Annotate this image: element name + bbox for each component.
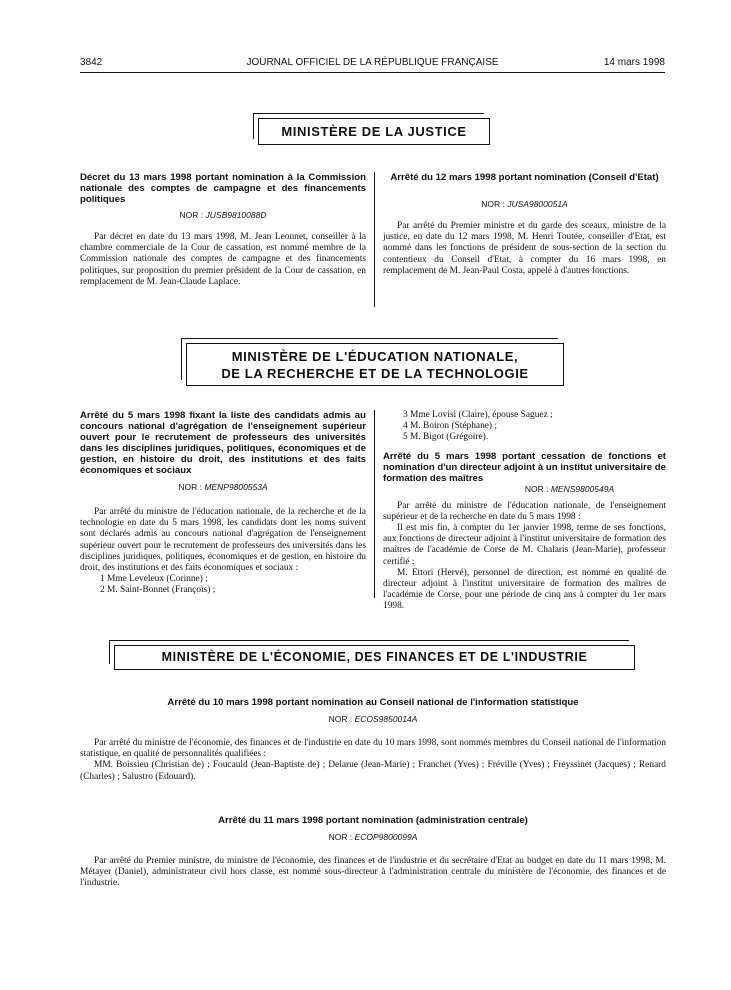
education-right-column (383, 410, 666, 613)
arrete-iufm-text: Par arrêté du ministre de l'éducation nationale, de l'enseignement supérieur et de la recherche en date du 5 mars 1998 : Il est mis fin, à compter du 1er janvier 1998, terme de ses fonctions, aux fonctions de directeur adjoint à l'institut universitaire de formation des maîtres de l'académie de Corse de M. Chalaris (Jean-Marie), professeur certifié ; M. Ettori (Hervé), personnel de direction, est nommé en qualité de directeur adjoint à l'institut universitaire de formation des maîtres de l'académie de Corse, pour une période de cinq ans à compter du 1er mars 1998. (383, 500, 666, 612)
arrete-admin-centrale-title: Arrêté du 11 mars 1998 portant nomination (administration centrale) (218, 815, 528, 826)
arrete-admin-centrale-text: Par arrêté du Premier ministre, du ministre de l'économie, des finances et de l'industrie et du secrétaire d'Etat au budget en date du 11 mars 1998, M. Métayer (Daniel), administrateur civil hors classe, est nommé sous-directeur à l'administration centrale du ministère de l'économie, des finances et de l'industrie. (80, 856, 666, 889)
arrete-conseil-etat-text: Par arrêté du Premier ministre et du garde des sceaux, ministre de la justice, en date du 12 mars 1998, M. Henri Toutée, conseiller d'Etat, est nommé dans les fonctions de président de sous-section de la section du contentieux du Conseil d'Etat, à compter du 16 mars 1998, en remplacement de M. Jean-Paul Costa, appelé à d'autres fonctions. (383, 221, 666, 276)
arrete-iufm-title: Arrêté du 5 mars 1998 portant cessation de fonctions et nomination d'un directeur adjoint à un institut universitaire de formation des maîtres (383, 450, 666, 484)
list-item: 3 Mme Lovisi (Claire), épouse Saguez ; (403, 410, 553, 420)
ministry-education-heading (186, 343, 564, 386)
journal-title: JOURNAL OFFICIEL DE LA RÉPUBLIQUE FRANÇAISE (246, 57, 499, 68)
candidate-list-right (383, 410, 666, 444)
ministry-justice-title: MINISTÈRE DE LA JUSTICE (281, 124, 467, 139)
column-divider (374, 172, 375, 307)
decret-commission-text: Par décret en date du 13 mars 1998, M. Jean Leonnet, conseiller à la chambre commerciale de la Cour de cassation, est nommé membre de la Commission nationale des comptes de campagne et des financements politiques, sur proposition du premier président de la Cour de cassation, en remplacement de M. Jean-Claude Laplace. (80, 232, 366, 287)
ministry-economie-heading (114, 645, 635, 670)
arrete-admin-centrale-nor: NOR : ECOP9800099A (328, 832, 418, 842)
page-number: 3842 (80, 57, 103, 68)
arrete-conseil-etat-nor: NOR : JUSA9800051A (481, 199, 568, 209)
ministry-education-title-line2: DE LA RECHERCHE ET DE LA TECHNOLOGIE (221, 366, 529, 381)
arrete-cnis-nor: NOR : ECOS9850014A (328, 714, 418, 724)
decret-commission-title: Décret du 13 mars 1998 portant nomination à la Commission nationale des comptes de campagne et des financements politiques (80, 172, 366, 205)
arrete-cnis-block (80, 697, 666, 783)
arrete-cnis-text: Par arrêté du ministre de l'économie, des finances et de l'industrie en date du 10 mars 1998, sont nommés membres du Conseil national de l'information statistique, en qualité de personnalités qualifiées : MM. Boissieu (Christian de) ; Foucauld (Jean-Baptiste de) ; Delarue (Jean-Marie) ; Franchet (Yves) ; Fréville (Yves) ; Freyssinet (Jacques) ; Renard (Charles) ; Salustro (Edouard). (80, 738, 666, 782)
ministry-economie-title: MINISTÈRE DE L'ÉCONOMIE, DES FINANCES ET DE L'INDUSTRIE (161, 650, 588, 664)
decret-commission-nor: NOR : JUSB9810088D (179, 210, 267, 220)
column-divider (374, 410, 375, 598)
decret-commission-block (80, 172, 366, 288)
arrete-admin-centrale-block (80, 815, 666, 890)
list-item: 2 M. Saint-Bonnet (François) ; (100, 585, 216, 596)
list-item: 1 Mme Leveleux (Corinne) ; (100, 574, 208, 585)
candidate-list-left (80, 574, 366, 596)
arrete-iufm-nor: NOR : MENS9800549A (524, 483, 615, 494)
arrete-concours-block (80, 410, 366, 597)
list-item: 5 M. Bigot (Grégoire). (403, 432, 489, 443)
issue-date: 14 mars 1998 (603, 57, 665, 68)
arrete-conseil-etat-title: Arrêté du 12 mars 1998 portant nomination (Conseil d'Etat) (390, 172, 659, 183)
ministry-education-title-line1: MINISTÈRE DE L'ÉDUCATION NATIONALE, (231, 349, 519, 364)
list-item: 4 M. Boiron (Stéphane) ; (403, 421, 497, 432)
arrete-concours-text: Par arrêté du ministre de l'éducation nationale, de la recherche et de la technologie en date du 5 mars 1998, les candidats dont les noms suivent sont déclarés admis au concours national d'agrégation de l'enseignement supérieur ouvert pour le recrutement de professeurs des universités dans les disciplines juridiques, politiques, économiques et de gestion, en histoire du droit, des institutions et des faits économiques et sociaux : 1 Mme Leveleux (Corinne) ; 2 M. Saint-Bonnet (François) ; (80, 507, 366, 596)
arrete-concours-nor: NOR : MENP9800553A (178, 482, 268, 492)
ministry-justice-heading (258, 118, 490, 145)
arrete-concours-title: Arrêté du 5 mars 1998 fixant la liste des candidats admis au concours national d'agrégation de l'enseignement supérieur ouvert pour le recrutement de professeurs des universités dans les disciplines juridiques, politiques, économiques et de gestion, en histoire du droit, des institutions et des faits économiques et sociaux (80, 410, 366, 476)
arrete-cnis-title: Arrêté du 10 mars 1998 portant nomination au Conseil national de l'information statistique (167, 697, 579, 708)
arrete-conseil-etat-block (383, 172, 666, 277)
header-rule (80, 72, 665, 73)
